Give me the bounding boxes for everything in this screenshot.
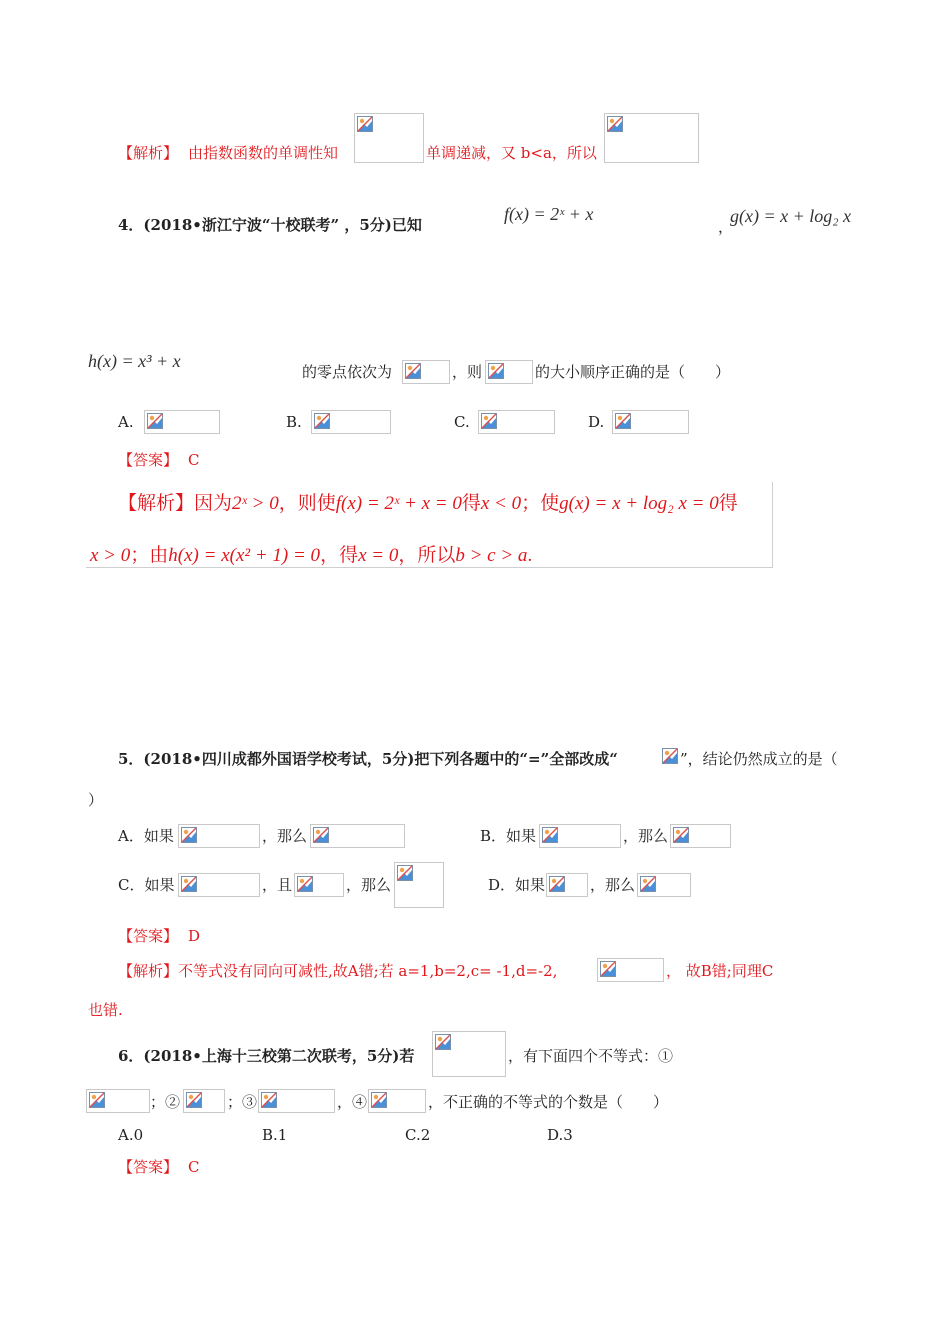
formula-image (178, 824, 260, 848)
formula-g: g(x) = x + log₂ x (730, 206, 852, 226)
formula-image (402, 360, 450, 384)
broken-image-icon (371, 1092, 387, 1108)
formula-image (258, 1089, 335, 1113)
option-c: C.2 (405, 1126, 431, 1144)
option-text: ，那么 (346, 876, 392, 894)
separator: ，④ (337, 1093, 368, 1111)
option-b-image (311, 410, 391, 434)
analysis-tag: 【解析】 (118, 144, 179, 162)
formula-image (539, 824, 621, 848)
analysis-text: 【解析】因为 (118, 493, 233, 514)
formula-image (660, 746, 682, 768)
option-b-label: B．如果 (480, 827, 537, 845)
math: f(x) = 2ˣ + x = 0 (335, 493, 462, 514)
option-text: ，那么 (262, 827, 308, 845)
broken-image-icon (615, 413, 631, 429)
math: x < 0 (480, 493, 522, 514)
broken-image-icon (640, 876, 656, 892)
option-text: ，那么 (623, 827, 669, 845)
formula-image (310, 824, 405, 848)
answer-tag: 【答案】 (118, 1158, 179, 1176)
formula-image (354, 113, 424, 163)
answer-value: C (188, 1158, 200, 1176)
broken-image-icon (673, 827, 689, 843)
analysis-text: . (527, 545, 533, 566)
formula-image (670, 824, 731, 848)
broken-image-icon (607, 116, 623, 132)
formula-image (546, 873, 588, 897)
formula-image (597, 958, 664, 982)
broken-image-icon (405, 363, 421, 379)
option-text: ，那么 (590, 876, 636, 894)
question-stem: 的大小顺序正确的是（ ） (535, 363, 731, 381)
broken-image-icon (600, 961, 616, 977)
math: b > c > a (455, 545, 528, 566)
formula-image (637, 873, 691, 897)
question-stem: ，则 (452, 363, 483, 381)
option-c-label: C．如果 (118, 876, 175, 894)
formula-f: f(x) = 2ˣ + x (504, 204, 594, 224)
option-c-image (478, 410, 555, 434)
question-stem: ，有下面四个不等式：① (508, 1047, 674, 1065)
broken-image-icon (181, 876, 197, 892)
broken-image-icon (435, 1034, 451, 1050)
question-stem: 6．(2018•上海十三校第二次联考，5分)若 (118, 1047, 415, 1065)
separator: ；③ (227, 1093, 258, 1111)
option-text: ，且 (262, 876, 293, 894)
broken-image-icon (662, 748, 678, 764)
question-stem: 的零点依次为 (302, 363, 393, 381)
formula-image (86, 1089, 150, 1113)
option-d-label: D．如果 (488, 876, 546, 894)
option-a-label: A．如果 (118, 827, 174, 845)
math: 2ˣ > 0 (232, 493, 279, 514)
broken-image-icon (181, 827, 197, 843)
analysis-text: ，得 (320, 545, 359, 566)
formula-image (368, 1089, 426, 1113)
question-stem: ，不正确的不等式的个数是（ ） (428, 1093, 669, 1111)
broken-image-icon (89, 1092, 105, 1108)
formula-image (294, 873, 344, 897)
question-stem-text: 5．(2018•四川成都外国语学校考试，5分)把下列各题中的“=”全部改成“ (118, 750, 618, 768)
broken-image-icon (357, 116, 373, 132)
analysis-text: ；使 (521, 493, 560, 514)
formula-image (485, 360, 533, 384)
analysis-text: 【解析】不等式没有同向可减性,故A错;若 a=1,b=2,c= -1,d=-2, (118, 962, 558, 980)
formula-image (432, 1031, 506, 1077)
formula-image (604, 113, 699, 163)
separator: ；② (150, 1093, 181, 1111)
option-b: B.1 (262, 1126, 288, 1144)
answer-tag: 【答案】 (118, 927, 179, 945)
comma: ， (718, 218, 734, 236)
math: x = 0 (358, 545, 399, 566)
broken-image-icon (147, 413, 163, 429)
math: g(x) = x + log₂ x = 0 (559, 493, 719, 514)
answer-tag: 【答案】 (118, 451, 179, 469)
analysis-text: 得 (461, 493, 481, 514)
math: h(x) = x(x² + 1) = 0 (168, 545, 321, 566)
analysis-text: ，则使 (278, 493, 336, 514)
broken-image-icon (481, 413, 497, 429)
option-b-label: B. (286, 413, 302, 431)
question-stem: ”，结论仍然成立的是（ (680, 750, 838, 768)
option-a-label: A. (118, 413, 134, 431)
formula-image (394, 862, 444, 908)
option-d-image (612, 410, 689, 434)
broken-image-icon (549, 876, 565, 892)
analysis-text: ；由 (130, 545, 169, 566)
question-stem (118, 749, 618, 769)
option-c-label: C. (454, 413, 470, 431)
broken-image-icon (314, 413, 330, 429)
broken-image-icon (397, 865, 413, 881)
broken-image-icon (297, 876, 313, 892)
analysis-text: ，所以 (398, 545, 456, 566)
option-a: A.0 (118, 1126, 144, 1144)
math: x > 0 (90, 545, 131, 566)
analysis-text: 单调递减，又 b<a，所以 (426, 144, 597, 162)
formula-image (178, 873, 260, 897)
answer-value: D (188, 927, 201, 945)
question-stem: 4．(2018•浙江宁波“十校联考” ，5分)已知 (118, 216, 422, 234)
broken-image-icon (261, 1092, 277, 1108)
answer-value: C (188, 451, 200, 469)
analysis-line (90, 540, 532, 567)
option-d: D.3 (547, 1126, 573, 1144)
analysis-text: 由指数函数的单调性知 (188, 144, 339, 162)
broken-image-icon (313, 827, 329, 843)
option-a-image (144, 410, 220, 434)
option-d-label: D. (588, 413, 605, 431)
broken-image-icon (186, 1092, 202, 1108)
formula-h: h(x) = x³ + x (88, 351, 181, 371)
analysis-line (118, 488, 738, 515)
broken-image-icon (488, 363, 504, 379)
broken-image-icon (542, 827, 558, 843)
analysis-text: 得 (718, 493, 738, 514)
analysis-text: 也错. (88, 1001, 123, 1019)
formula-image (183, 1089, 225, 1113)
question-stem: ） (88, 791, 104, 809)
analysis-text: ， 故B错;同理C (666, 962, 774, 980)
